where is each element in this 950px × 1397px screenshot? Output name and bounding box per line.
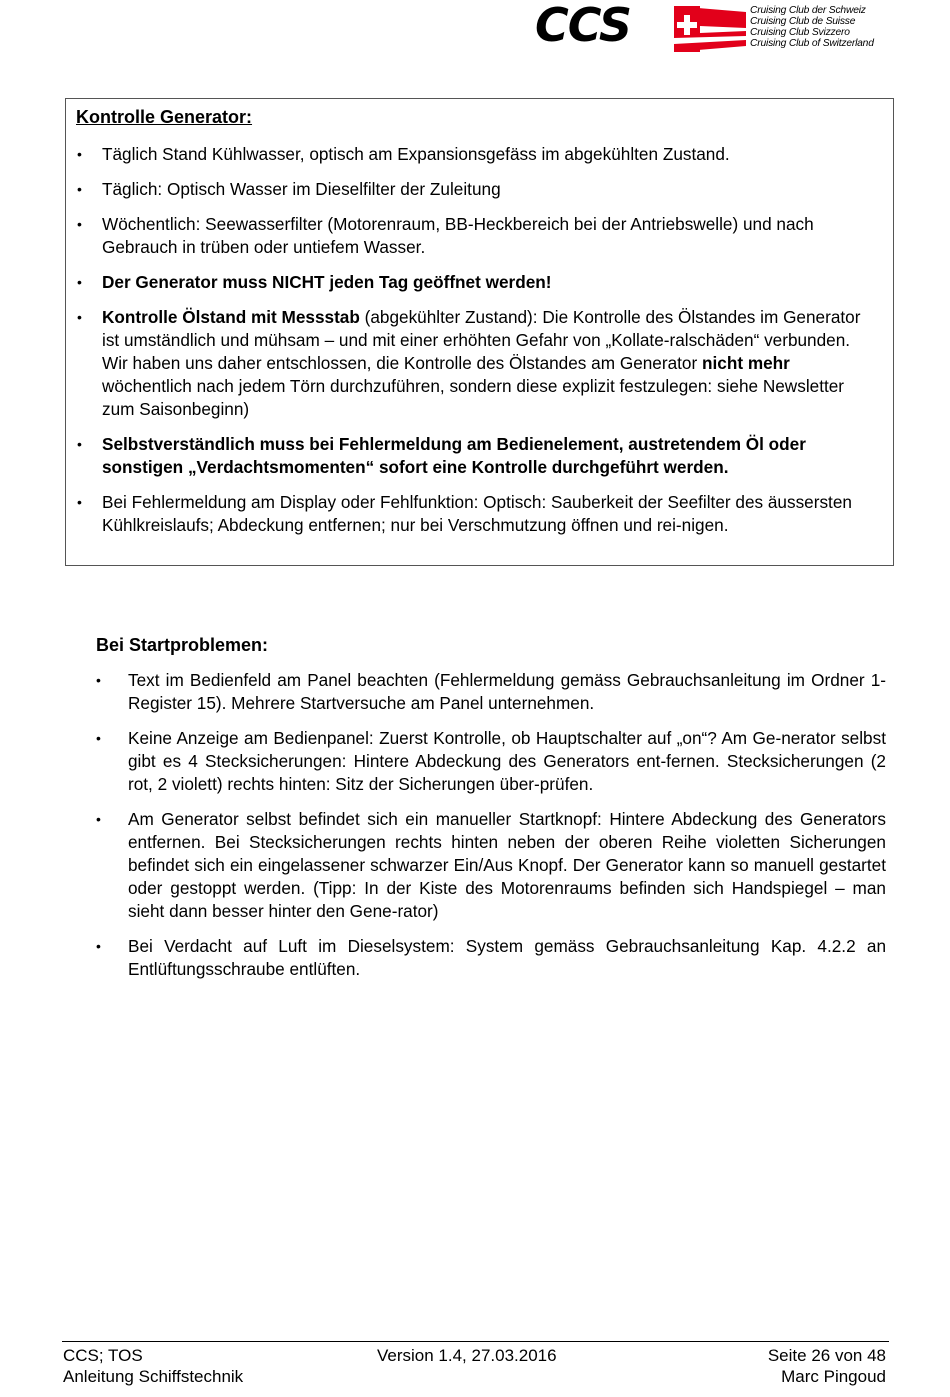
list-item: • Selbstverständlich muss bei Fehlermeldung am Bedienelement, austretendem Öl oder sonstigen „Verdachtsmomenten“ sofort eine Kontrolle durchgeführt werden. [77,434,806,477]
bullet-icon: • [77,181,82,197]
generator-check-box [65,98,894,566]
start-problems-list [96,669,886,993]
list-item: • Keine Anzeige am Bedienpanel: Zuerst Kontrolle, ob Hauptschalter auf „on“? Am Ge-nerator selbst gibt es 4 Stecksicherungen: Hintere Abdeckung des Generators ent-fernen. Stecksicherungen (2 rot, 2 violett) rechts hinten: Sitz der Sicherungen über-prüfen. [96,728,886,794]
club-name-de: Cruising Club der Schweiz [750,5,866,16]
footer-left [63,1345,243,1387]
bullet-icon: • [77,146,82,162]
footer-right [768,1345,886,1387]
list-item: • Am Generator selbst befindet sich ein manueller Startknopf: Hintere Abdeckung des Generators entfernen. Bei Stecksicherungen rechts hinten neben der oberen Reihe violetten Sicherungen befindet sich ein eingelassener schwarzer Ein/Aus Knopf. Der Generator kann so manuell gestartet oder gestoppt werden. (Tipp: In der Kiste des Motorenraums befinden sich Handspiegel – man sieht dann besser hinter den Gene-rator) [96,809,886,921]
list-item: • Der Generator muss NICHT jeden Tag geöffnet werden! [77,272,552,292]
bullet-icon: • [77,494,82,510]
footer-version: Version 1.4, 27.03.2016 [377,1346,557,1365]
club-name-it: Cruising Club Svizzero [750,27,850,38]
list-item: • Wöchentlich: Seewasserfilter (Motorenraum, BB-Heckbereich bei der Antriebswelle) und nach Gebrauch in trüben oder untiefem Wasser. [77,214,814,257]
list-item: • Bei Fehlermeldung am Display oder Fehlfunktion: Optisch: Sauberkeit der Seefilter des äussersten Kühlkreislaufs; Abdeckung entfernen; nur bei Verschmutzung öffnen und rei-nigen. [77,492,852,535]
footer-author: Marc Pingoud [781,1367,886,1386]
logo-text: CCS [535,0,632,52]
footer-page-number: Seite 26 von 48 [767,1346,886,1365]
list-item: • Text im Bedienfeld am Panel beachten (Fehlermeldung gemäss Gebrauchsanleitung im Ordner 1- Register 15). Mehrere Startversuche am Panel unternehmen. [96,670,886,713]
bullet-icon: • [77,309,82,325]
footer-org: CCS; TOS [63,1346,143,1365]
generator-check-list [76,143,876,549]
bullet-icon: • [96,672,101,688]
list-item: • Täglich: Optisch Wasser im Dieselfilter der Zuleitung [77,179,501,199]
list-item: • Kontrolle Ölstand mit Messstab (abgekühlter Zustand): Die Kontrolle des Ölstandes im Generator ist umständlich und mühsam – und mit einer erhöhten Gefahr von „Kollate-ralschäden“ verbunden. Wir haben uns daher entschlossen, die Kontrolle des Ölstandes am Generator nicht mehr wöchentlich nach jedem Törn durchzuführen, sondern diese explizit festzulegen: siehe Newsletter zum Saisonbeginn) [77,307,861,419]
bullet-icon: • [77,274,82,290]
box-heading: Kontrolle Generator: [76,107,253,127]
bullet-icon: • [96,811,101,827]
footer-divider [62,1341,889,1342]
club-names [750,5,874,49]
list-item: • Bei Verdacht auf Luft im Dieselsystem: System gemäss Gebrauchsanleitung Kap. 4.2.2 an Entlüftungsschraube entlüften. [96,936,886,979]
ccs-logo [533,0,893,56]
bullet-icon: • [96,730,101,746]
club-name-fr: Cruising Club de Suisse [750,16,856,27]
list-item: • Täglich Stand Kühlwasser, optisch am Expansionsgefäss im abgekühlten Zustand. [77,144,730,164]
section-heading: Bei Startproblemen: [96,635,269,655]
club-name-en: Cruising Club of Switzerland [750,38,874,49]
bullet-icon: • [96,938,101,954]
footer-doc-title: Anleitung Schiffstechnik [63,1367,244,1386]
bullet-icon: • [77,436,82,452]
swiss-pennant-flag-icon [674,6,746,52]
bullet-icon: • [77,216,82,232]
